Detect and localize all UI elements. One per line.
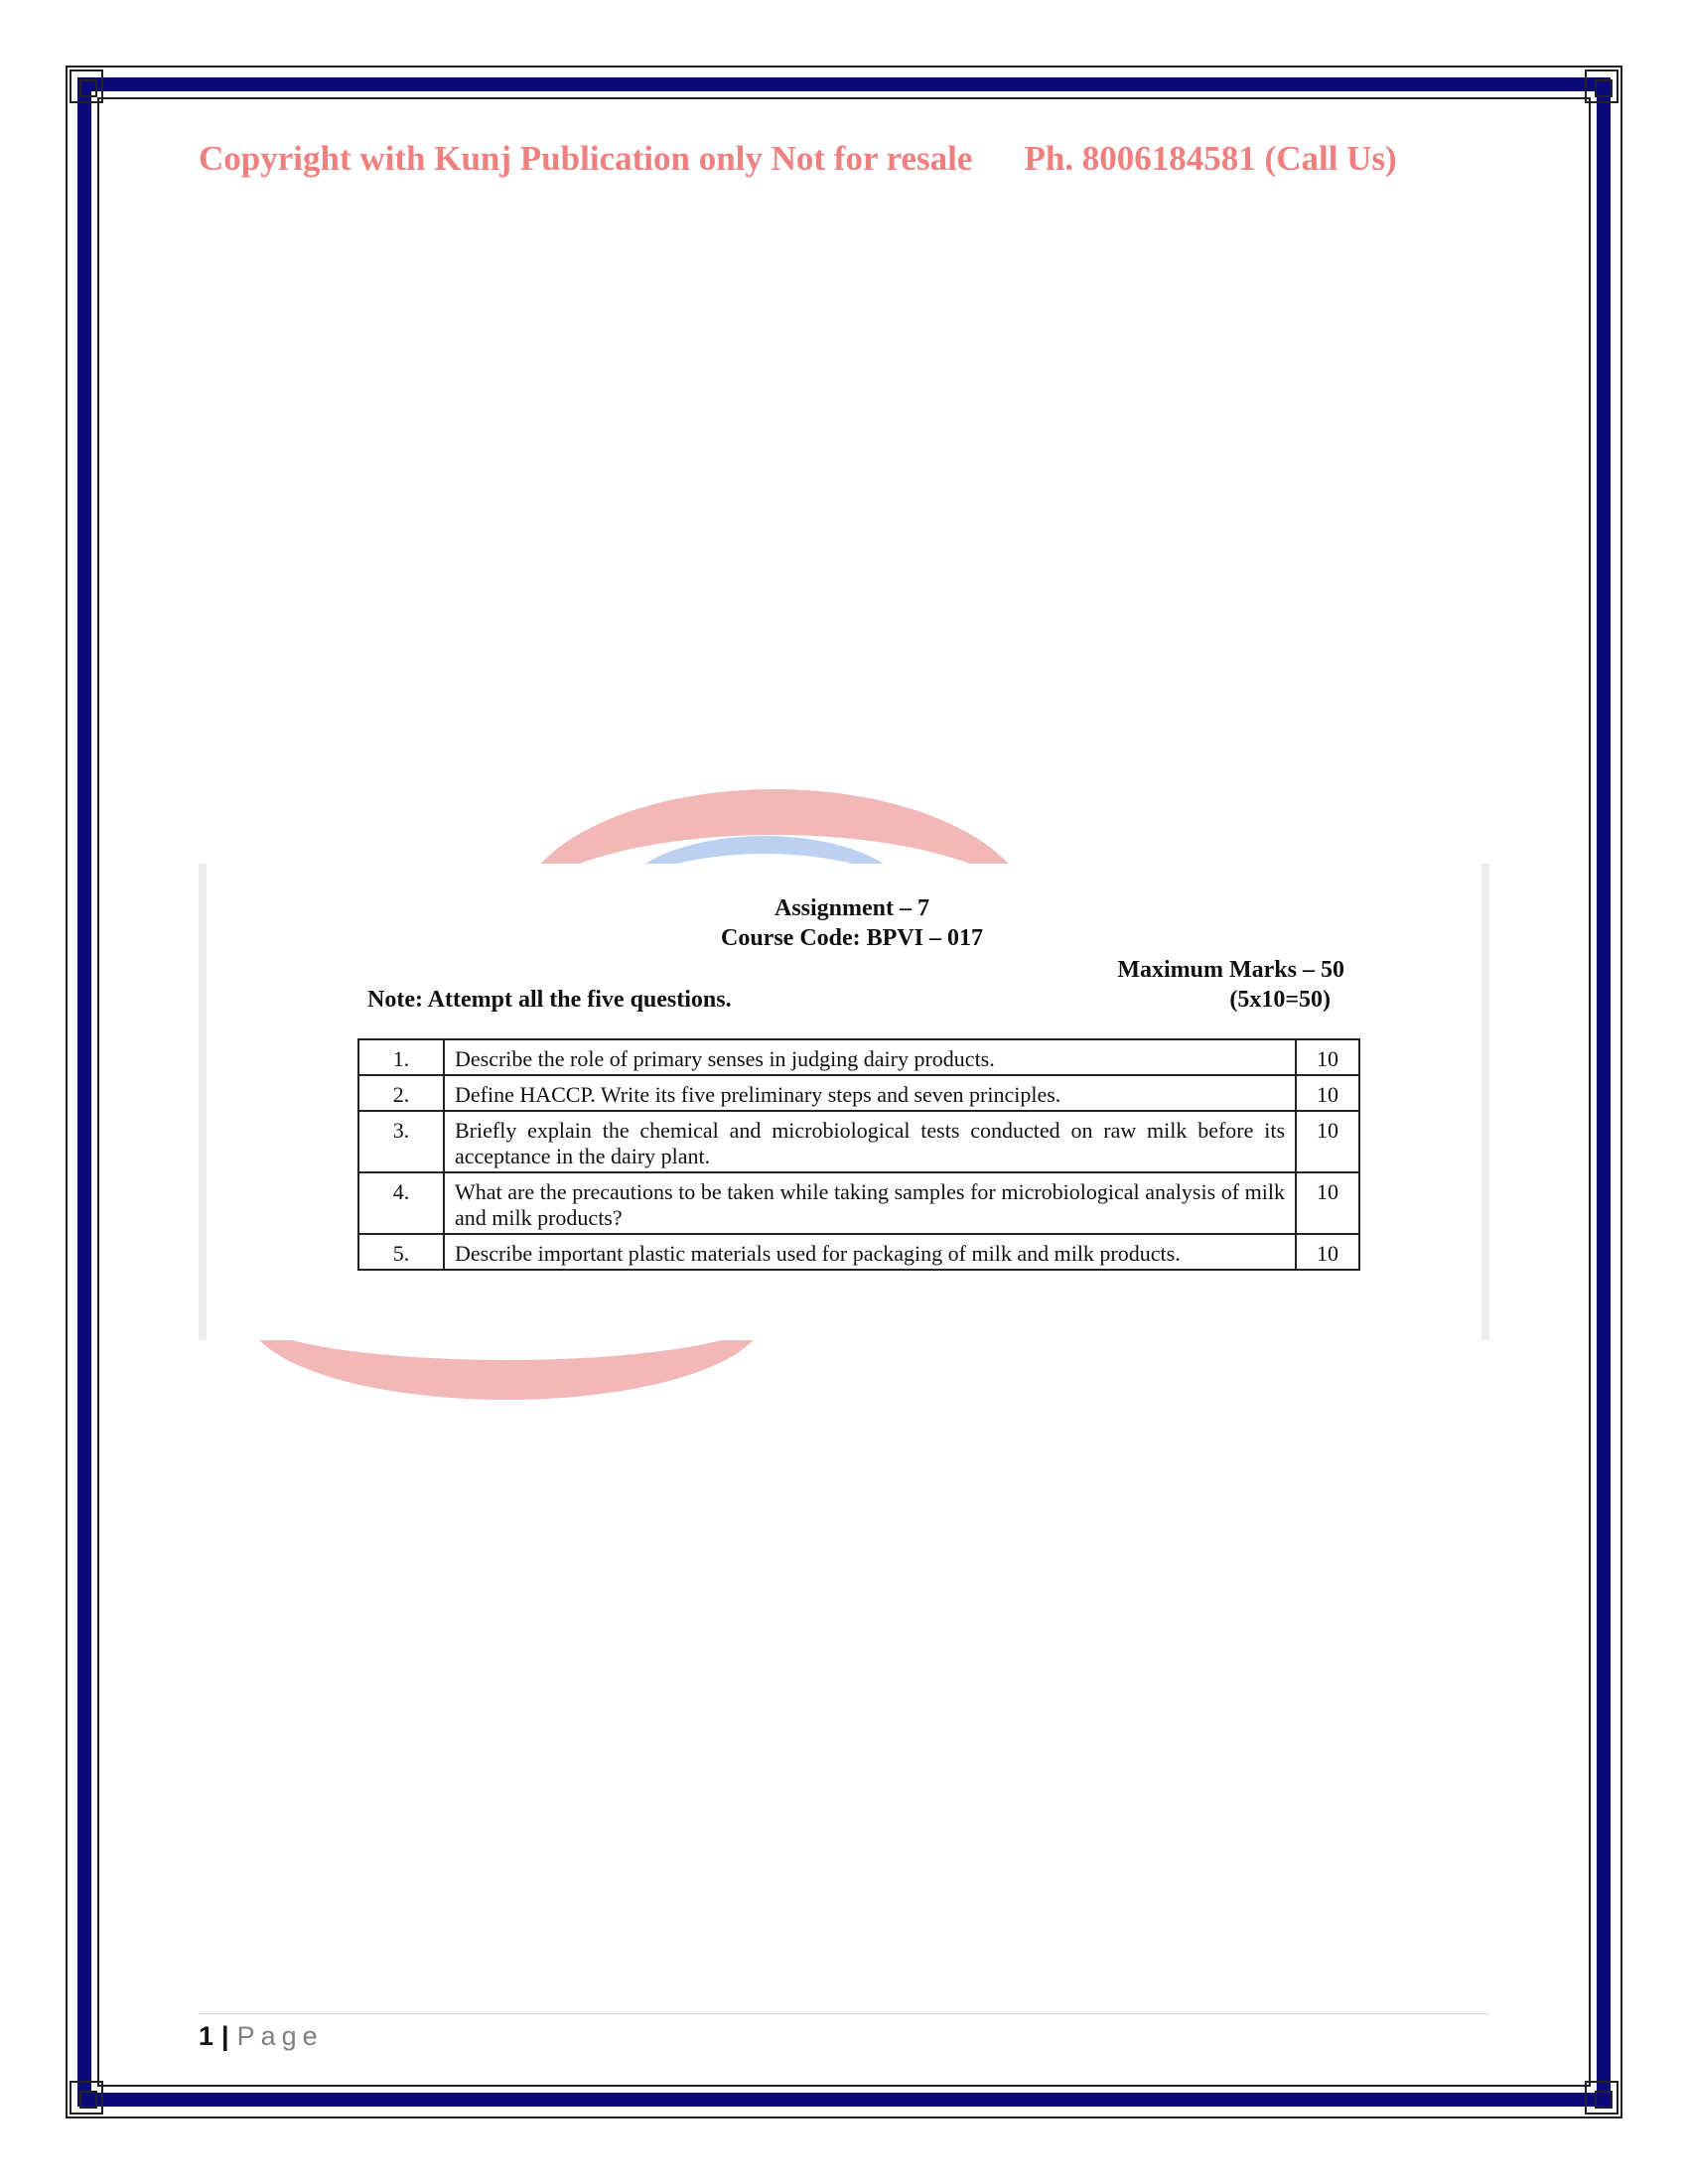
course-code: Course Code: BPVI – 017 [721,925,983,951]
table-row [358,1172,1359,1234]
page-footer [199,2021,324,2052]
instruction-note: Note: Attempt all the five questions. [367,987,732,1013]
page-header [199,139,1489,179]
border-corner-top-left [70,69,103,103]
question-number: 1. [358,1039,444,1075]
table-row [358,1111,1359,1172]
question-marks: 10 [1296,1111,1359,1172]
question-text: Describe important plastic materials used for packaging of milk and milk products. [444,1234,1296,1270]
question-marks: 10 [1296,1075,1359,1111]
question-marks: 10 [1296,1039,1359,1075]
question-number: 5. [358,1234,444,1270]
question-marks: 10 [1296,1234,1359,1270]
table-row [358,1039,1359,1075]
question-text: Briefly explain the chemical and microbiological tests conducted on raw milk before its acceptance in the dairy plant. [444,1111,1296,1172]
maximum-marks: Maximum Marks – 50 [1117,957,1344,983]
question-text: Define HACCP. Write its five preliminary steps and seven principles. [444,1075,1296,1111]
question-text: Describe the role of primary senses in judging dairy products. [444,1039,1296,1075]
copyright-notice: Copyright with Kunj Publication only Not for resale [199,139,973,178]
footer-separator: | [221,2021,229,2051]
assignment-title: Assignment – 7 [774,895,929,921]
page-label: Page [236,2021,324,2051]
question-number: 2. [358,1075,444,1111]
marks-split: (5x10=50) [1229,987,1331,1013]
assignment-scan [199,864,1489,1340]
question-marks: 10 [1296,1172,1359,1234]
table-row [358,1234,1359,1270]
question-number: 4. [358,1172,444,1234]
footer-divider [199,2013,1489,2014]
questions-table [357,1038,1360,1271]
page-number: 1 [199,2021,214,2051]
question-text: What are the precautions to be taken while taking samples for microbiological analysis of milk and milk products? [444,1172,1296,1234]
question-number: 3. [358,1111,444,1172]
table-row [358,1075,1359,1111]
border-corner-bottom-left [70,2081,103,2115]
phone-contact: Ph. 8006184581 (Call Us) [1024,139,1397,178]
border-corner-top-right [1585,69,1618,103]
border-corner-bottom-right [1585,2081,1618,2115]
